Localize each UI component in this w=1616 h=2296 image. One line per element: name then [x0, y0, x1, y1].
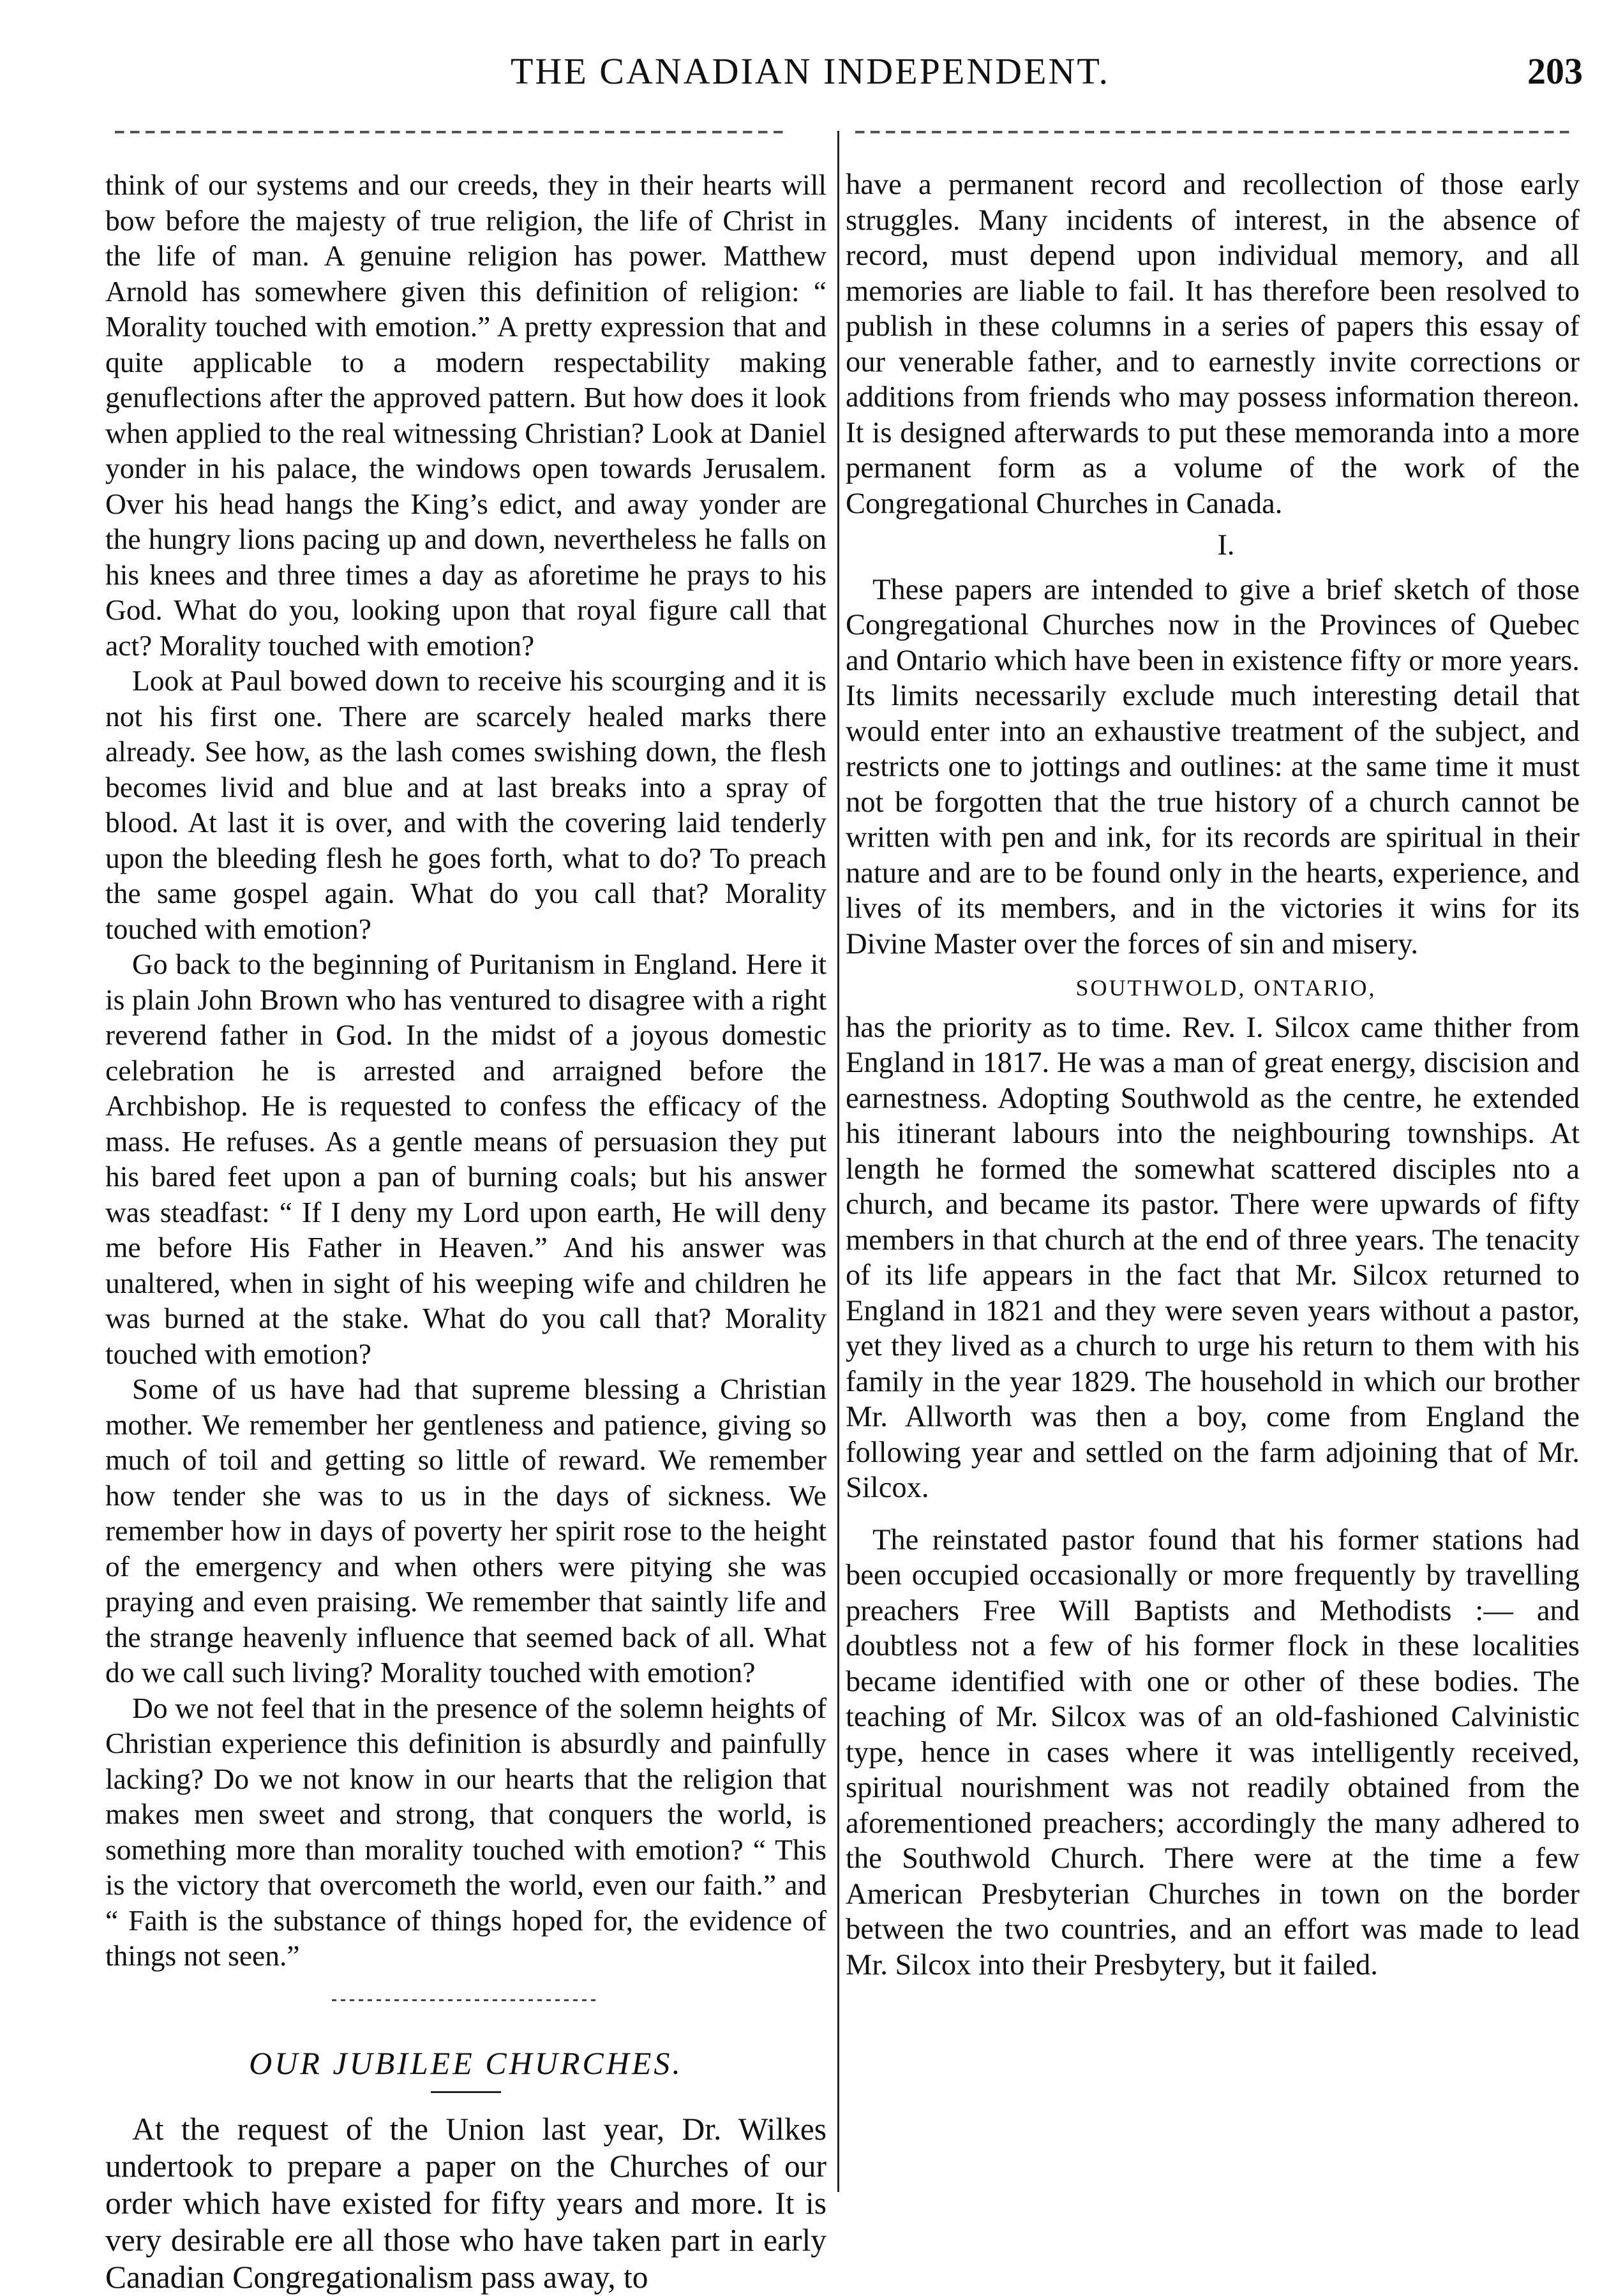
paragraph: has the priority as to time. Rev. I. Silcox came thither from England in 1817. He was a man of great energy, discision and earnestness. Adopting Southwold as the centre, he extended his itinerant labours into the neighbouring townships. At length he formed the somewhat scattered disciples nto a church, and became its pastor. There were upwards of fifty members in that church at the end of three years. The tenacity of its life appears in the fact that Mr. Silcox returned to England in 1821 and they were seven years without a pastor, yet they lived as a church to urge his return to them with his family in the year 1829. The household in which our brother Mr. Allworth was then a boy, come from England the following year and settled on the farm adjoining that of Mr. Silcox.: [846, 1011, 1580, 1504]
subheading: SOUTHWOLD, ONTARIO,: [1075, 975, 1377, 1001]
paragraph: At the request of the Union last year, Dr. Wilkes undertook to prepare a paper on the Churches of our order which have existed for fifty years and more. It is very desirable ere all those who have taken part in early Canadian Congregationalism pass away, to: [105, 2112, 827, 2295]
top-dashed-rule-right: [855, 131, 1570, 133]
section-divider: [332, 1999, 600, 2001]
page-number: 203: [1527, 50, 1583, 92]
section-numeral: I.: [1217, 529, 1235, 562]
paragraph: Go back to the beginning of Puritanism in England. Here it is plain John Brown who has ventured to disagree with a right reverend father in God. In the midst of a joyous domestic celebration he is arrested and arraigned before the Archbishop. He is requested to confess the efficacy of the mass. He refuses. As a gentle means of persuasion they put his bared feet upon a pan of burning coals; but his answer was steadfast: “ If I deny my Lord upon earth, He will deny me before His Father in Heaven.” And his answer was unaltered, when in sight of his weeping wife and children he was burned at the stake. What do you call that? Morality touched with emotion?: [105, 948, 827, 1370]
top-dashed-rule-left: [115, 131, 785, 133]
section-title: OUR JUBILEE CHURCHES.: [249, 2045, 683, 2081]
title-underline: [431, 2091, 501, 2093]
paragraph: have a permanent record and recollection of those early struggles. Many incidents of interest, in the absence of record, must depend upon individual memory, and all memories are liable to fail. It has therefore been resolved to publish in these columns in a series of papers this essay of our venerable father, and to earnestly invite corrections or additions from friends who may possess information thereon. It is designed afterwards to put these memoranda into a more permanent form as a volume of the work of the Congregational Churches in Canada.: [846, 168, 1580, 520]
column-divider: [837, 131, 839, 2192]
right-column: [846, 167, 1580, 1983]
paragraph: These papers are intended to give a brief sketch of those Congregational Churches now in the Provinces of Quebec and Ontario which have been in existence fifty or more years. Its limits necessarily exclude much interesting detail that would enter into an exhaustive treatment of the subject, and restricts one to jottings and outlines: at the same time it must not be forgotten that the true history of a church cannot be written with pen and ink, for its records are spiritual in their nature and are to be found only in the hearts, experience, and lives of its members, and in the victories it wins for its Divine Master over the forces of sin and misery.: [846, 573, 1580, 960]
paragraph: Look at Paul bowed down to receive his scourging and it is not his first one. There are scarcely healed marks there already. See how, as the lash comes swishing down, the flesh becomes livid and blue and at last breaks into a spray of blood. At last it is over, and with the covering laid tenderly upon the bleeding flesh he goes forth, what to do? To preach the same gospel again. What do you call that? Morality touched with emotion?: [105, 664, 827, 945]
paragraph: The reinstated pastor found that his former stations had been occupied occasionally or more frequently by travelling preachers Free Will Baptists and Methodists :— and doubtless not a few of his former flock in these localities became identified with one or other of these bodies. The teaching of Mr. Silcox was of an old-fashioned Calvinistic type, hence in cases where it was intelligently received, spiritual nourishment was not readily obtained from the aforementioned preachers; accordingly the many adhered to the Southwold Church. There were at the time a few American Presbyterian Churches in town on the border between the two countries, and an effort was made to lead Mr. Silcox into their Presbytery, but it failed.: [846, 1523, 1580, 1981]
left-column: [105, 167, 827, 2296]
paragraph: think of our systems and our creeds, they in their hearts will bow before the majesty of true religion, the life of Christ in the life of man. A genuine religion has power. Matthew Arnold has somewhere given this definition of religion: “ Morality touched with emotion.” A pretty expression that and quite applicable to a modern respectability making genuflections after the approved pattern. But how does it look when applied to the real witnessing Christian? Look at Daniel yonder in his palace, the windows open towards Jerusalem. Over his head hangs the King’s edict, and away yonder are the hungry lions pacing up and down, nevertheless he falls on his knees and three times a day as aforetime he prays to his God. What do you, looking upon that royal figure call that act? Morality touched with emotion?: [105, 168, 827, 662]
journal-title: THE CANADIAN INDEPENDENT.: [511, 50, 1110, 92]
paragraph: Do we not feel that in the presence of the solemn heights of Christian experience this definition is absurdly and painfully lacking? Do we not know in our hearts that the religion that makes men sweet and strong, that conquers the world, is something more than morality touched with emotion? “ This is the victory that overcometh the world, even our faith.” and “ Faith is the substance of things hoped for, the evidence of things not seen.”: [105, 1691, 827, 1972]
page-header: [96, 26, 1583, 115]
paragraph: Some of us have had that supreme blessing a Christian mother. We remember her gentleness and patience, giving so much of toil and getting so little of reward. We remember how tender she was to us in the days of sickness. We remember how in days of poverty her spirit rose to the height of the emergency and when others were pitying she was praying and even praising. We remember that saintly life and the strange heavenly influence that seemed back of all. What do we call such living? Morality touched with emotion?: [105, 1373, 827, 1688]
